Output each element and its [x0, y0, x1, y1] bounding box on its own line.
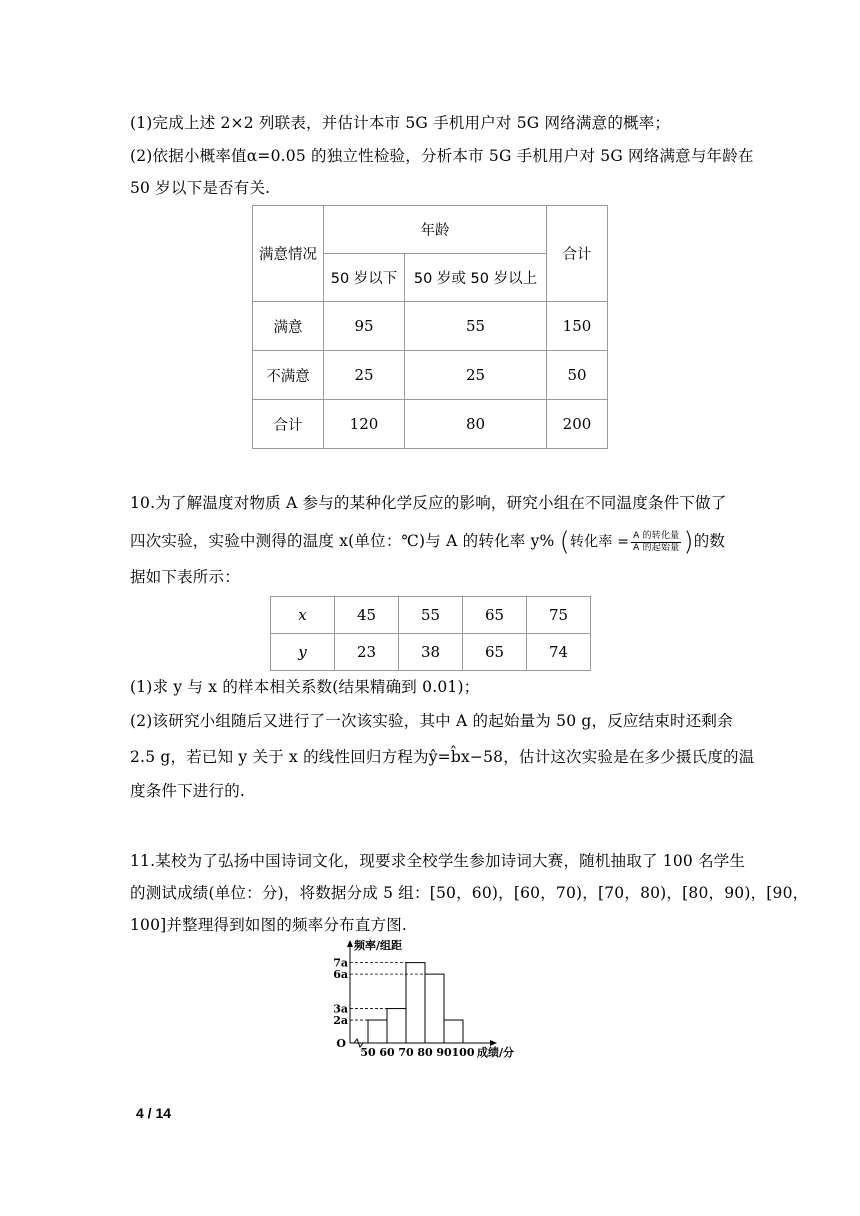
y-tick-label: 3a: [333, 1002, 348, 1016]
q11-line3: 100]并整理得到如图的频率分布直方图.: [130, 916, 408, 934]
frequency-histogram: [330, 938, 550, 1058]
x-label: x: [271, 597, 335, 634]
y-label: y: [271, 634, 335, 671]
histogram-bar: [444, 1020, 463, 1043]
row-label: 不满意: [253, 351, 324, 400]
table-cell: 65: [463, 634, 527, 671]
histogram-bar: [406, 963, 425, 1043]
q10-line2: [130, 522, 725, 561]
conversion-label: 转化率 =: [569, 534, 630, 550]
q9-part1: (1)完成上述 2×2 列联表，并估计本市 5G 手机用户对 5G 网络满意的概率；: [130, 114, 671, 132]
q10-line2-end: 的数: [693, 532, 726, 550]
paren-close: ): [683, 527, 694, 557]
q9-part2-line2: 50 岁以下是否有关.: [130, 179, 271, 197]
table-cell: 38: [399, 634, 463, 671]
table-row: [271, 634, 591, 671]
total-header: 合计: [547, 206, 608, 302]
table-cell: 120: [324, 400, 405, 449]
x-tick-label: 80: [417, 1046, 433, 1058]
fraction-numerator: A 的转化量: [633, 530, 680, 541]
col-50-and-over: 50 岁或 50 岁以上: [405, 254, 547, 302]
col-under-50: 50 岁以下: [324, 254, 405, 302]
histogram-bar: [368, 1020, 387, 1043]
table-cell: 25: [324, 351, 405, 400]
paren-open: (: [559, 527, 570, 557]
table-cell: 95: [324, 302, 405, 351]
table-cell: 23: [335, 634, 399, 671]
q10-part2-line2: 2.5 g，若已知 y 关于 x 的线性回归方程为ŷ=b̂x−58，估计这次实验是在多少摄氏度的温: [130, 748, 755, 766]
x-tick-label: 100: [451, 1046, 475, 1058]
origin-label: O: [336, 1037, 346, 1050]
histogram-bar: [425, 974, 444, 1043]
table-row: [253, 302, 608, 351]
page-number: 4 / 14: [136, 1105, 172, 1121]
x-tick-label: 60: [379, 1046, 395, 1058]
x-tick-label: 90: [436, 1046, 452, 1058]
table-cell: 80: [405, 400, 547, 449]
q10-line2-text: 四次实验，实验中测得的温度 x(单位：℃)与 A 的转化率 y%: [130, 532, 555, 550]
y-axis-arrow: [347, 940, 353, 947]
x-tick-label: 50: [360, 1046, 376, 1058]
fraction-denominator: A 的起始量: [633, 542, 680, 553]
table-row: [253, 351, 608, 400]
histogram-bar: [387, 1009, 406, 1043]
table-cell: 25: [405, 351, 547, 400]
table-cell: 55: [399, 597, 463, 634]
y-tick-label: 2a: [333, 1014, 348, 1028]
q10-part1: (1)求 y 与 x 的样本相关系数(结果精确到 0.01)；: [130, 678, 480, 696]
q11-line2: 的测试成绩(单位：分)，将数据分成 5 组：[50，60)，[60，70)，[70，80)，[80，90)，[90，: [130, 884, 809, 902]
q10-line1: 10.为了解温度对物质 A 参与的某种化学反应的影响，研究小组在不同温度条件下做了: [130, 494, 727, 512]
row-header-cell: 满意情况: [253, 206, 324, 302]
q9-part2-line1: (2)依据小概率值α=0.05 的独立性检验，分析本市 5G 手机用户对 5G 网络满意与年龄在: [130, 147, 754, 165]
q10-part2-line3: 度条件下进行的.: [130, 782, 246, 800]
q10-line3: 据如下表所示：: [130, 568, 240, 586]
table-cell: 150: [547, 302, 608, 351]
x-tick-label: 70: [398, 1046, 414, 1058]
y-tick-label: 6a: [333, 968, 348, 982]
y-tick-label: 7a: [333, 956, 348, 970]
q11-line1: 11.某校为了弘扬中国诗词文化，现要求全校学生参加诗词大赛，随机抽取了 100 名学生: [130, 852, 746, 870]
conversion-fraction: [631, 531, 681, 554]
xy-table: [270, 596, 591, 671]
y-axis-title: 频率/组距: [354, 939, 403, 952]
row-label: 合计: [253, 400, 324, 449]
table-cell: 65: [463, 597, 527, 634]
q10-part2-line1: (2)该研究小组随后又进行了一次该实验，其中 A 的起始量为 50 g，反应结束时还剩余: [130, 712, 733, 730]
table-cell: 50: [547, 351, 608, 400]
table-cell: 200: [547, 400, 608, 449]
table-row: [271, 597, 591, 634]
table-cell: 45: [335, 597, 399, 634]
contingency-table: [252, 205, 608, 449]
x-axis-title: 成绩/分: [477, 1046, 515, 1058]
table-cell: 75: [527, 597, 591, 634]
table-row: [253, 400, 608, 449]
age-group-header: 年龄: [324, 206, 547, 254]
table-cell: 55: [405, 302, 547, 351]
table-cell: 74: [527, 634, 591, 671]
row-label: 满意: [253, 302, 324, 351]
